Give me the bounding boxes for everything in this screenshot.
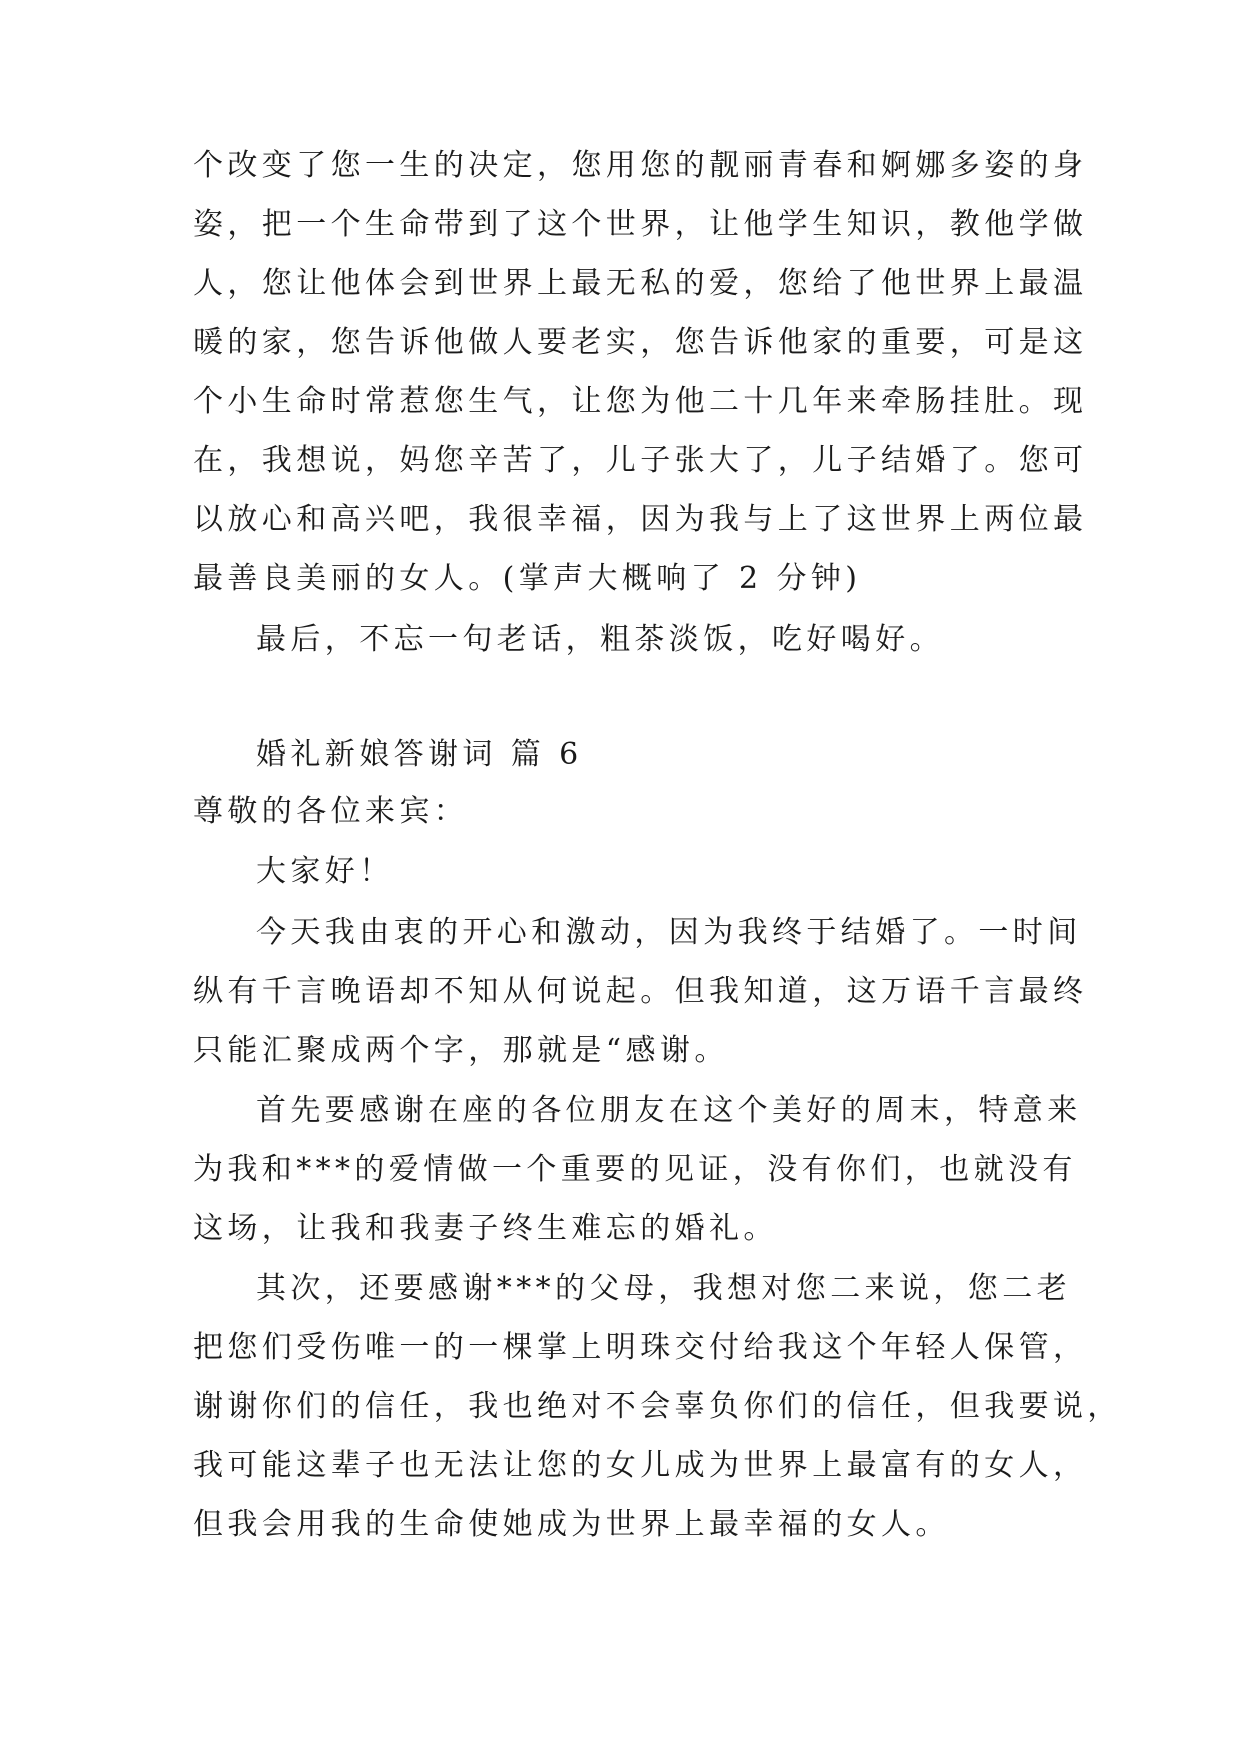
- paragraph-line: 只能汇聚成两个字，那就是“感谢。: [193, 1033, 729, 1068]
- section-heading: 婚礼新娘答谢词 篇 6: [256, 737, 583, 772]
- paragraph-line: 但我会用我的生命使她成为世界上最幸福的女人。: [193, 1507, 950, 1542]
- text-line: 姿，把一个生命带到了这个世界，让他学生知识，教他学做: [193, 207, 1088, 242]
- paragraph-line: 其次，还要感谢***的父母，我想对您二来说，您二老: [256, 1271, 1071, 1306]
- paragraph-line: 这场，让我和我妻子终生难忘的婚礼。: [193, 1211, 778, 1246]
- paragraph-line: 为我和***的爱情做一个重要的见证，没有你们，也就没有: [193, 1152, 1077, 1187]
- text-line: 最善良美丽的女人。(掌声大概响了 2 分钟): [193, 561, 862, 596]
- greeting: 大家好！: [256, 854, 394, 889]
- paragraph-line: 谢谢你们的信任，我也绝对不会辜负你们的信任，但我要说，: [193, 1389, 1122, 1424]
- text-line: 人，您让他体会到世界上最无私的爱，您给了他世界上最温: [193, 266, 1088, 301]
- paragraph-line: 纵有千言晚语却不知从何说起。但我知道，这万语千言最终: [193, 974, 1088, 1009]
- text-line: 暖的家，您告诉他做人要老实，您告诉他家的重要，可是这: [193, 325, 1088, 360]
- closing-line: 最后，不忘一句老话，粗茶淡饭，吃好喝好。: [256, 622, 944, 657]
- salutation: 尊敬的各位来宾：: [193, 794, 469, 829]
- paragraph-line: 我可能这辈子也无法让您的女儿成为世界上最富有的女人，: [193, 1448, 1088, 1483]
- paragraph-line: 首先要感谢在座的各位朋友在这个美好的周末，特意来: [256, 1093, 1082, 1128]
- text-line: 个小生命时常惹您生气，让您为他二十几年来牵肠挂肚。现: [193, 384, 1088, 419]
- paragraph-line: 今天我由衷的开心和激动，因为我终于结婚了。一时间: [256, 915, 1082, 950]
- text-line: 个改变了您一生的决定，您用您的靓丽青春和婀娜多姿的身: [193, 148, 1088, 183]
- text-line: 在，我想说，妈您辛苦了，儿子张大了，儿子结婚了。您可: [193, 443, 1088, 478]
- text-line: 以放心和高兴吧，我很幸福，因为我与上了这世界上两位最: [193, 502, 1088, 537]
- paragraph-line: 把您们受伤唯一的一棵掌上明珠交付给我这个年轻人保管，: [193, 1330, 1088, 1365]
